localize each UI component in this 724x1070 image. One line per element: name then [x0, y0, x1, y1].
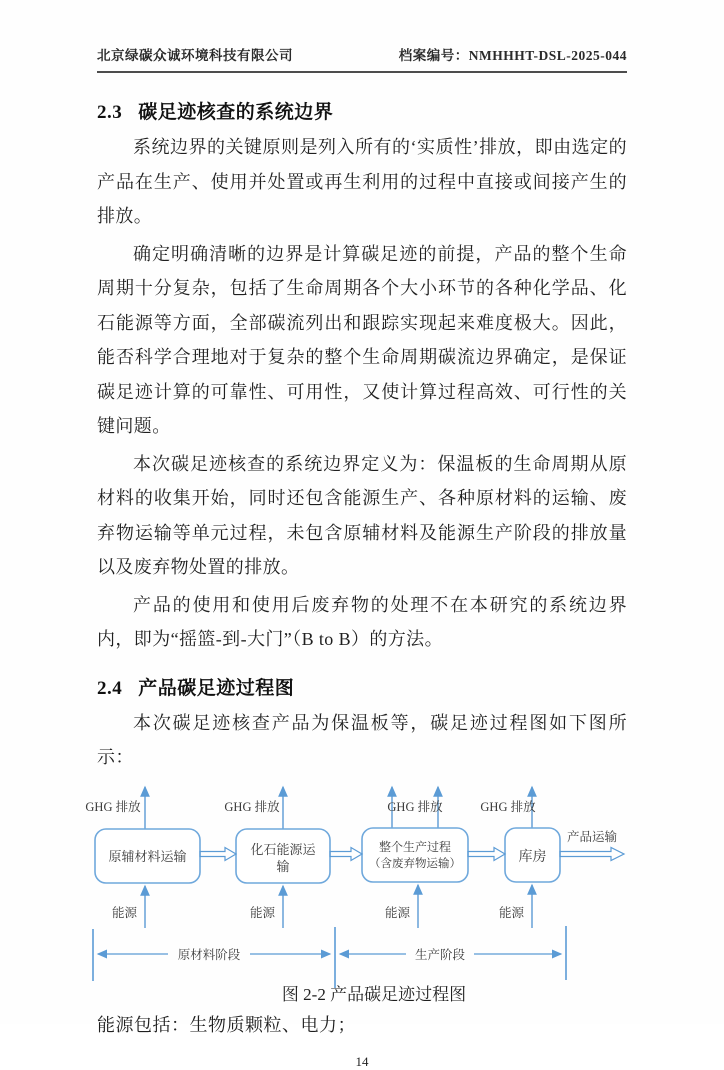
section-heading-2-4	[97, 673, 627, 700]
page-number: 14	[355, 1053, 369, 1069]
ghg-label: GHG 排放	[387, 799, 443, 814]
ghg-label: GHG 排放	[85, 799, 141, 814]
box-label: （含废弃物运输）	[369, 857, 461, 870]
energy-note: 能源包括：生物质颗粒、电力；	[97, 1014, 356, 1035]
section-heading-2-3	[97, 97, 627, 124]
product-transport-arrow	[560, 847, 624, 860]
section-number: 2.4	[97, 677, 123, 699]
flow-arrow	[330, 847, 362, 860]
box-label: 输	[276, 858, 290, 874]
flow-arrow	[468, 847, 505, 860]
stage-label-production: 生产阶段	[414, 947, 466, 962]
box-label: 库房	[518, 849, 547, 865]
flow-arrow	[200, 847, 236, 860]
energy-label: 能源	[111, 905, 137, 920]
box-label: 整个生产过程	[378, 839, 452, 854]
paragraph: 系统边界的关键原则是列入所有的‘实质性’排放，即由选定的产品在生产、使用并处置或再生利用的过程中直接或间接产生的排放。	[97, 137, 627, 226]
product-transport-label: 产品运输	[566, 829, 618, 844]
paragraph: 确定明确清晰的边界是计算碳足迹的前提，产品的整个生命周期十分复杂，包括了生命周期各个大小环节的各种化学品、化石能源等方面，全部碳流列出和跟踪实现起来难度极大。因此，能否科学合理地对于复杂的整个生命周期碳流边界确定，是保证碳足迹计算的可靠性、可用性，又使计算过程高效、可行性的关键问题。	[97, 243, 627, 436]
section-number: 2.3	[97, 102, 123, 123]
figure-2-2	[84, 778, 627, 1010]
process-box-production-process	[362, 828, 468, 882]
paragraph: 本次碳足迹核查的系统边界定义为：保温板的生命周期从原材料的收集开始，同时还包含能源生产、各种原材料的运输、废弃物运输等单元过程，未包含原辅材料及能源生产阶段的排放量以及废弃物处置的排放。	[97, 453, 627, 577]
energy-label: 能源	[384, 905, 410, 920]
page-header	[97, 44, 627, 73]
energy-label: 能源	[249, 905, 275, 920]
box-label: 化石能源运	[250, 841, 316, 857]
paragraph: 本次碳足迹核查产品为保温板等，碳足迹过程图如下图所示：	[97, 712, 627, 767]
energy-label: 能源	[498, 905, 524, 920]
box-label: 原辅材料运输	[108, 848, 187, 864]
process-flow-diagram	[84, 778, 644, 1010]
company-name: 北京绿碳众诚环境科技有限公司	[97, 48, 293, 63]
section-title: 碳足迹核查的系统边界	[138, 102, 334, 123]
ghg-label: GHG 排放	[224, 799, 280, 814]
paragraph: 产品的使用和使用后废弃物的处理不在本研究的系统边界内，即为“摇篮-到-大门”（B to B）的方法。	[97, 594, 627, 649]
stage-label-raw-material: 原材料阶段	[177, 947, 241, 962]
section-title: 产品碳足迹过程图	[138, 677, 295, 699]
archive-number: 档案编号：NMHHHT-DSL-2025-044	[398, 48, 627, 63]
figure-caption: 图 2-2 产品碳足迹过程图	[281, 984, 467, 1004]
ghg-label: GHG 排放	[480, 799, 536, 814]
